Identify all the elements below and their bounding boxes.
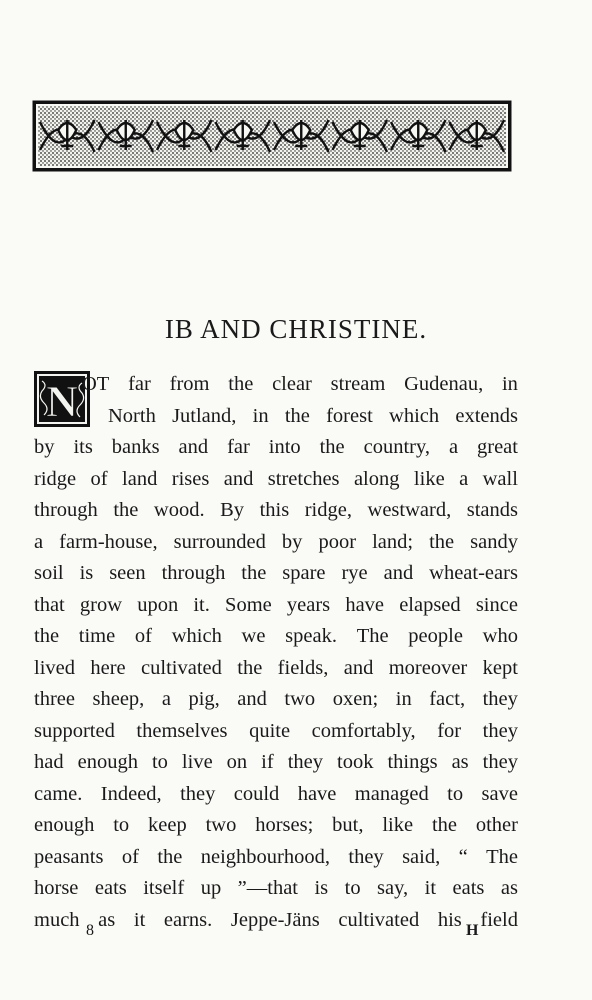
text-line: soil is seen through the spare rye and wheat-ears xyxy=(34,562,518,584)
headpiece-ornament-graphic xyxy=(32,100,512,172)
text-line: a farm-house, surrounded by poor land; the sandy xyxy=(34,530,518,553)
text-line: North Jutland, in the forest which extends xyxy=(108,404,518,427)
page-number: 8 xyxy=(86,922,94,939)
text-line: the time of which we speak. The people who xyxy=(34,625,518,647)
text-line: peasants of the neighbourhood, they said, “ The xyxy=(34,845,518,868)
chapter-title: IB AND CHRISTINE. xyxy=(164,314,428,344)
drop-cap-letter: N xyxy=(46,377,78,426)
text-line: three sheep, a pig, and two oxen; in fact, they xyxy=(34,688,518,710)
text-line: had enough to live on if they took things as they xyxy=(34,751,518,773)
text-line: that grow upon it. Some years have elapsed since xyxy=(34,593,518,616)
text-line: through the wood. By this ridge, westward, stands xyxy=(34,499,518,521)
body-text xyxy=(34,369,518,936)
signature-mark: H xyxy=(466,922,479,939)
text-line: by its banks and far into the country, a great xyxy=(34,436,518,458)
text-line: came. Indeed, they could have managed to save xyxy=(34,782,518,805)
text-line: horse eats itself up ”—that is to say, it eats as xyxy=(34,877,518,899)
text-line: enough to keep two horses; but, like the other xyxy=(34,814,518,836)
text-line: lived here cultivated the fields, and moreover kept xyxy=(34,656,518,679)
text-line: ridge of land rises and stretches along like a wall xyxy=(34,467,518,490)
ornamental-headpiece xyxy=(32,100,512,172)
text-line: supported themselves quite comfortably, for they xyxy=(34,719,518,742)
text-line: much as it earns. Jeppe-Jäns cultivated his field xyxy=(34,908,518,931)
text-line: OT far from the clear stream Gudenau, in xyxy=(82,373,518,395)
